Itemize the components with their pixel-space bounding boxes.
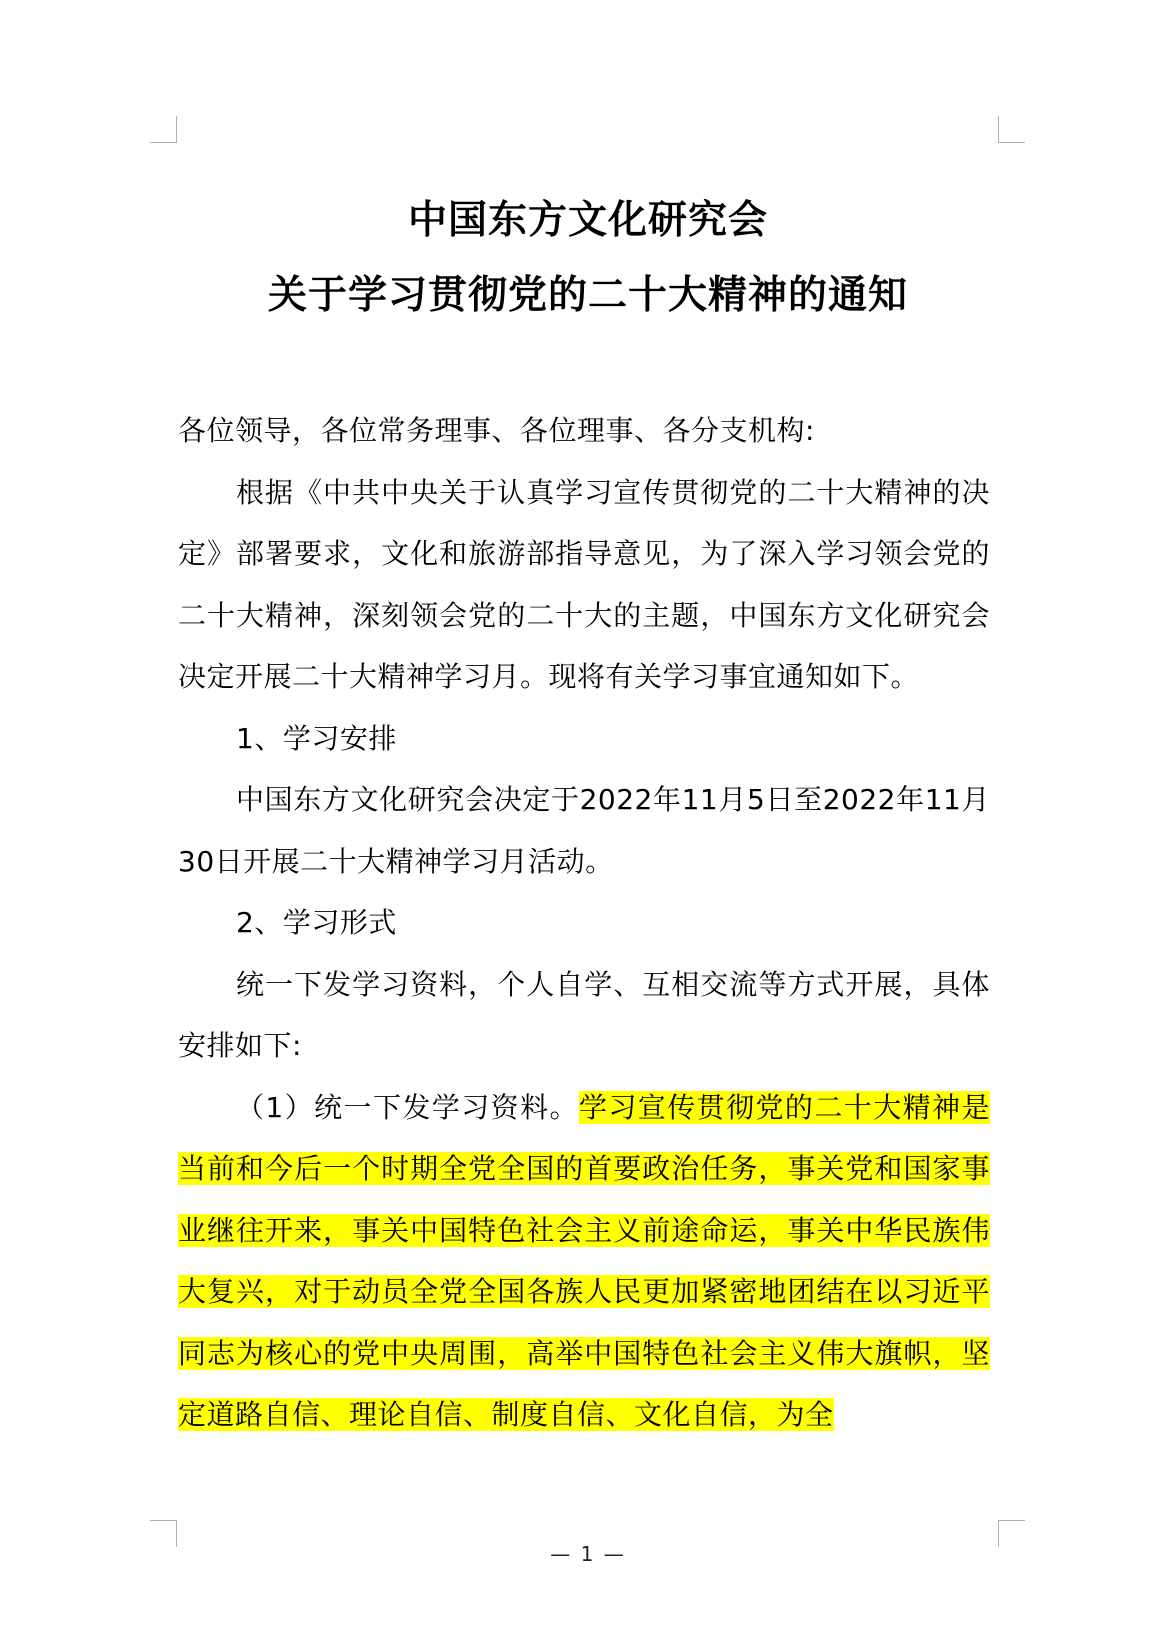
highlighted-text: 学习宣传贯彻党的二十大精神是当前和今后一个时期全党全国的首要政治任务，事关党和国家事业继往开来，事关中国特色社会主义前途命运，事关中华民族伟大复兴，对于动员全党全国各族人民更加紧密地团结在以习近平同志为核心的党中央周围，高举中国特色社会主义伟大旗帜，坚定道路自信、理论自信、制度自信、文化自信，为全 bbox=[178, 1090, 990, 1431]
document-body bbox=[178, 400, 990, 1446]
paragraph-intro: 根据《中共中央关于认真学习宣传贯彻党的二十大精神的决定》部署要求，文化和旅游部指导意见，为了深入学习领会党的二十大精神，深刻领会党的二十大的主题，中国东方文化研究会决定开展二十大精神学习月。现将有关学习事宜通知如下。 bbox=[178, 475, 990, 693]
title-line-2: 关于学习贯彻党的二十大精神的通知 bbox=[267, 273, 908, 318]
section-1-heading: 1、学习安排 bbox=[236, 721, 397, 755]
section-2-heading: 2、学习形式 bbox=[236, 906, 397, 939]
section-2-item-1 bbox=[178, 1077, 990, 1446]
crop-mark-top-left bbox=[150, 116, 177, 143]
title-line-1: 中国东方文化研究会 bbox=[407, 198, 768, 243]
salutation: 各位领导，各位常务理事、各位理事、各分支机构: bbox=[178, 414, 815, 447]
section-1-text: 中国东方文化研究会决定于2022年11月5日至2022年11月30日开展二十大精神学习月活动。 bbox=[178, 783, 990, 878]
crop-mark-top-right bbox=[998, 116, 1025, 143]
page-number: — 1 — bbox=[550, 1542, 626, 1566]
section-2-text: 统一下发学习资料，个人自学、互相交流等方式开展，具体安排如下: bbox=[178, 967, 990, 1062]
item-1-label: （1）统一下发学习资料。 bbox=[236, 1090, 579, 1124]
